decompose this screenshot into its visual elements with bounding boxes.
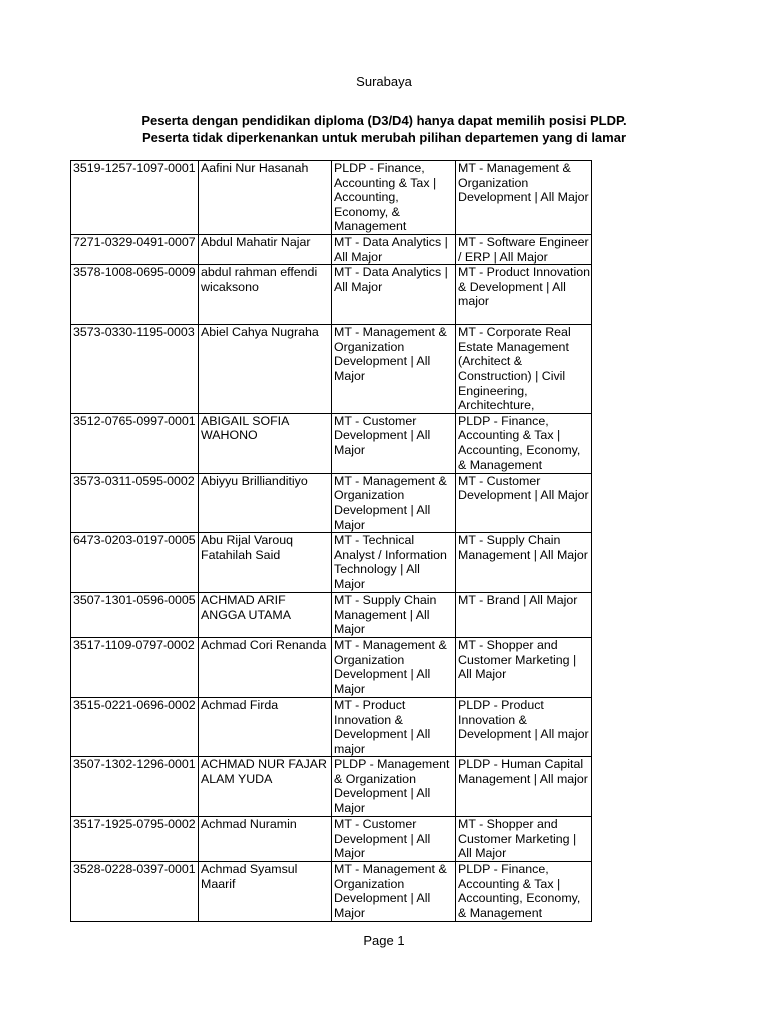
second-choice-cell: MT - Customer Development | All Major — [456, 473, 592, 532]
participant-name-cell: ACHMAD ARIF ANGGA UTAMA — [199, 593, 332, 638]
table-row — [71, 862, 592, 921]
second-choice-cell: MT - Shopper and Customer Marketing | All Major — [456, 817, 592, 862]
notice-line-2: Peserta tidak diperkenankan untuk merubah pilihan departemen yang di lamar — [141, 130, 627, 145]
participant-name-cell: Abiel Cahya Nugraha — [199, 325, 332, 414]
participant-name-cell: Achmad Cori Renanda — [199, 637, 332, 697]
first-choice-cell: MT - Technical Analyst / Information Technology | All Major — [332, 533, 456, 593]
table-row — [71, 265, 592, 325]
participants-table-body — [71, 161, 592, 922]
second-choice-cell: MT - Software Engineer / ERP | All Major — [456, 235, 592, 265]
participant-id-cell: 7271-0329-0491-0007 — [71, 235, 199, 265]
table-row — [71, 473, 592, 532]
participant-name-cell: Achmad Firda — [199, 697, 332, 756]
first-choice-cell: MT - Data Analytics | All Major — [332, 265, 456, 325]
participant-id-cell: 3515-0221-0696-0002 — [71, 697, 199, 756]
participant-id-cell: 3519-1257-1097-0001 — [71, 161, 199, 235]
participant-id-cell: 6473-0203-0197-0005 — [71, 533, 199, 593]
participant-id-cell: 3573-0330-1195-0003 — [71, 325, 199, 414]
participant-id-cell: 3507-1302-1296-0001 — [71, 757, 199, 817]
participant-name-cell: Aafini Nur Hasanah — [199, 161, 332, 235]
first-choice-cell: MT - Customer Development | All Major — [332, 817, 456, 862]
table-row — [71, 533, 592, 593]
participant-name-cell: ABIGAIL SOFIA WAHONO — [199, 413, 332, 473]
table-row — [71, 637, 592, 697]
participant-id-cell: 3517-1109-0797-0002 — [71, 637, 199, 697]
table-row — [71, 161, 592, 235]
second-choice-cell: PLDP - Product Innovation & Development | All major — [456, 697, 592, 756]
participant-name-cell: Achmad Nuramin — [199, 817, 332, 862]
participant-name-cell: Abu Rijal Varouq Fatahilah Said — [199, 533, 332, 593]
first-choice-cell: MT - Supply Chain Management | All Major — [332, 593, 456, 638]
first-choice-cell: MT - Management & Organization Development | All Major — [332, 637, 456, 697]
participant-id-cell: 3517-1925-0795-0002 — [71, 817, 199, 862]
participant-id-cell: 3512-0765-0997-0001 — [71, 413, 199, 473]
participant-id-cell: 3578-1008-0695-0009 — [71, 265, 199, 325]
second-choice-cell: MT - Corporate Real Estate Management (Architect & Construction) | Civil Engineering, Architechture, — [456, 325, 592, 414]
second-choice-cell: MT - Product Innovation & Development | All major — [456, 265, 592, 325]
page-number: Page 1 — [363, 933, 405, 948]
second-choice-cell: MT - Supply Chain Management | All Major — [456, 533, 592, 593]
second-choice-cell: PLDP - Human Capital Management | All major — [456, 757, 592, 817]
participant-name-cell: Achmad Syamsul Maarif — [199, 862, 332, 921]
first-choice-cell: MT - Management & Organization Development | All Major — [332, 862, 456, 921]
second-choice-cell: MT - Shopper and Customer Marketing | All Major — [456, 637, 592, 697]
first-choice-cell: MT - Customer Development | All Major — [332, 413, 456, 473]
first-choice-cell: MT - Data Analytics | All Major — [332, 235, 456, 265]
table-row — [71, 593, 592, 638]
participant-id-cell: 3573-0311-0595-0002 — [71, 473, 199, 532]
table-row — [71, 697, 592, 756]
second-choice-cell: MT - Management & Organization Development | All Major — [456, 161, 592, 235]
table-row — [71, 413, 592, 473]
participant-name-cell: abdul rahman effendi wicaksono — [199, 265, 332, 325]
second-choice-cell: PLDP - Finance, Accounting & Tax | Accounting, Economy, & Management — [456, 862, 592, 921]
participant-name-cell: Abiyyu Brillianditiyo — [199, 473, 332, 532]
notice-block — [0, 112, 768, 146]
participant-id-cell: 3528-0228-0397-0001 — [71, 862, 199, 921]
table-row — [71, 325, 592, 414]
table-row — [71, 757, 592, 817]
table-row — [71, 817, 592, 862]
participant-name-cell: ACHMAD NUR FAJAR ALAM YUDA — [199, 757, 332, 817]
document-header-city: Surabaya — [356, 74, 412, 89]
participants-table — [70, 160, 592, 922]
table-row — [71, 235, 592, 265]
second-choice-cell: MT - Brand | All Major — [456, 593, 592, 638]
first-choice-cell: MT - Product Innovation & Development | All major — [332, 697, 456, 756]
first-choice-cell: MT - Management & Organization Development | All Major — [332, 325, 456, 414]
participant-name-cell: Abdul Mahatir Najar — [199, 235, 332, 265]
second-choice-cell: PLDP - Finance, Accounting & Tax | Accounting, Economy, & Management — [456, 413, 592, 473]
first-choice-cell: PLDP - Finance, Accounting & Tax | Accounting, Economy, & Management — [332, 161, 456, 235]
first-choice-cell: PLDP - Management & Organization Development | All Major — [332, 757, 456, 817]
notice-line-1: Peserta dengan pendidikan diploma (D3/D4) hanya dapat memilih posisi PLDP. — [141, 113, 627, 128]
participant-id-cell: 3507-1301-0596-0005 — [71, 593, 199, 638]
first-choice-cell: MT - Management & Organization Development | All Major — [332, 473, 456, 532]
